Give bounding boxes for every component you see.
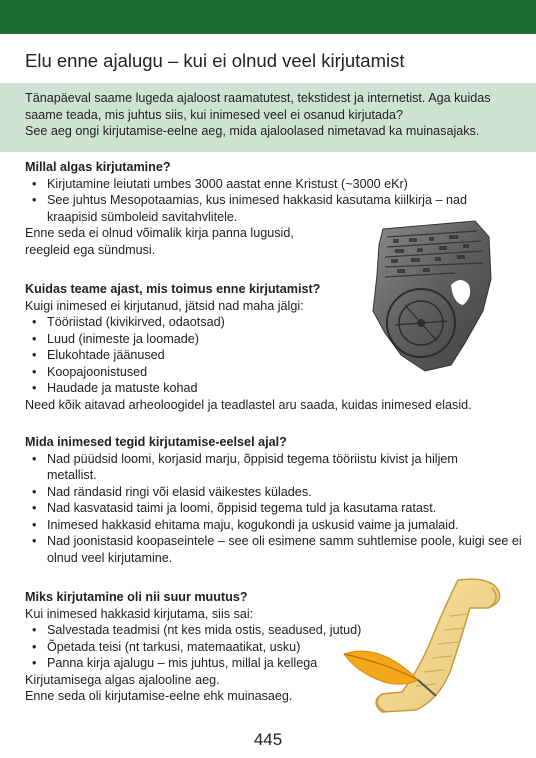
- intro-text: [25, 90, 525, 140]
- page-number: 445: [253, 730, 283, 749]
- list-item: • Tööriistad (kivikirved, odaotsad): [25, 314, 525, 331]
- list-item: • Luud (inimeste ja loomade): [25, 331, 525, 348]
- paragraph-line: reegleid ega sündmusi.: [25, 242, 156, 257]
- paragraph-line: Kui inimesed hakkasid kirjutama, siis sai:: [25, 606, 254, 621]
- clay-tablet-image: [365, 215, 497, 375]
- list-item: • Kirjutamine leiutati umbes 3000 aastat enne Kristust (~3000 eKr): [25, 176, 525, 193]
- paragraph-line: Enne seda oli kirjutamise-eelne ehk muinasaeg.: [25, 689, 293, 703]
- list-item: • See juhtus Mesopotaamias, kus inimesed hakkasid kasutama kiilkirja – nad kraapisid sümboleid savitahvlitele.: [25, 192, 487, 225]
- list-item: • Koopajoonistused: [25, 364, 525, 381]
- list-item: • Haudade ja matuste kohad: [25, 380, 525, 397]
- header-bar: [0, 0, 536, 34]
- section-heading: Kuidas teame ajast, mis toimus enne kirjutamist?: [25, 282, 321, 296]
- list-item: • Nad rändasid ringi või elasid väikestes külades.: [25, 484, 525, 501]
- list-item: • Panna kirja ajalugu – mis juhtus, millal ja kellega: [25, 655, 525, 672]
- list-item: • Inimesed hakkasid ehitama maju, kogukondi ja uskusid vaime ja jumalaid.: [25, 517, 525, 534]
- page-title: Elu enne ajalugu – kui ei olnud veel kirjutamist: [25, 50, 405, 71]
- section-heading: Millal algas kirjutamine?: [25, 160, 171, 174]
- list-item: • Nad joonistasid koopaseintele – see oli esimene samm suhtlemise poole, kuigi see ei olnud veel kirjutamine.: [25, 533, 522, 566]
- list-item: • Nad püüdsid loomi, korjasid marju, õppisid tegema tööriistu kivist ja hiljem metallist.: [25, 451, 487, 484]
- intro-line: Tänapäeval saame lugeda ajaloost raamatutest, tekstidest ja internetist. Aga kuidas: [25, 91, 491, 105]
- intro-line: saame teada, mis juhtus siis, kui inimesed veel ei osanud kirjutada?: [25, 107, 404, 122]
- paragraph-line: Kuigi inimesed ei kirjutanud, jätsid nad maha jälgi:: [25, 298, 304, 313]
- parchment-scroll-quill-image: [340, 572, 515, 722]
- list-item: • Nad kasvatasid taimi ja loomi, õppisid tegema tuld ja kasutama ratast.: [25, 500, 525, 517]
- section-what-people-did: [25, 434, 525, 566]
- section-heading: Mida inimesed tegid kirjutamise-eelsel ajal?: [25, 435, 287, 449]
- list-item: • Elukohtade jäänused: [25, 347, 525, 364]
- list-item: • Õpetada teisi (nt tarkusi, matemaatikat, usku): [25, 639, 525, 656]
- bullet-list: [25, 451, 525, 567]
- list-item: • Salvestada teadmisi (nt kes mida ostis, seadused, jutud): [25, 622, 525, 639]
- paragraph-line: Enne seda ei olnud võimalik kirja panna lugusid,: [25, 226, 294, 240]
- paragraph-line: Kirjutamisega algas ajalooline aeg.: [25, 672, 220, 687]
- intro-line: See aeg ongi kirjutamise-eelne aeg, mida ajaloolased nimetavad ka muinasajaks.: [25, 124, 480, 138]
- section-heading: Miks kirjutamine oli nii suur muutus?: [25, 590, 248, 604]
- paragraph-line: Need kõik aitavad arheoloogidel ja teadlastel aru saada, kuidas inimesed elasid.: [25, 397, 472, 412]
